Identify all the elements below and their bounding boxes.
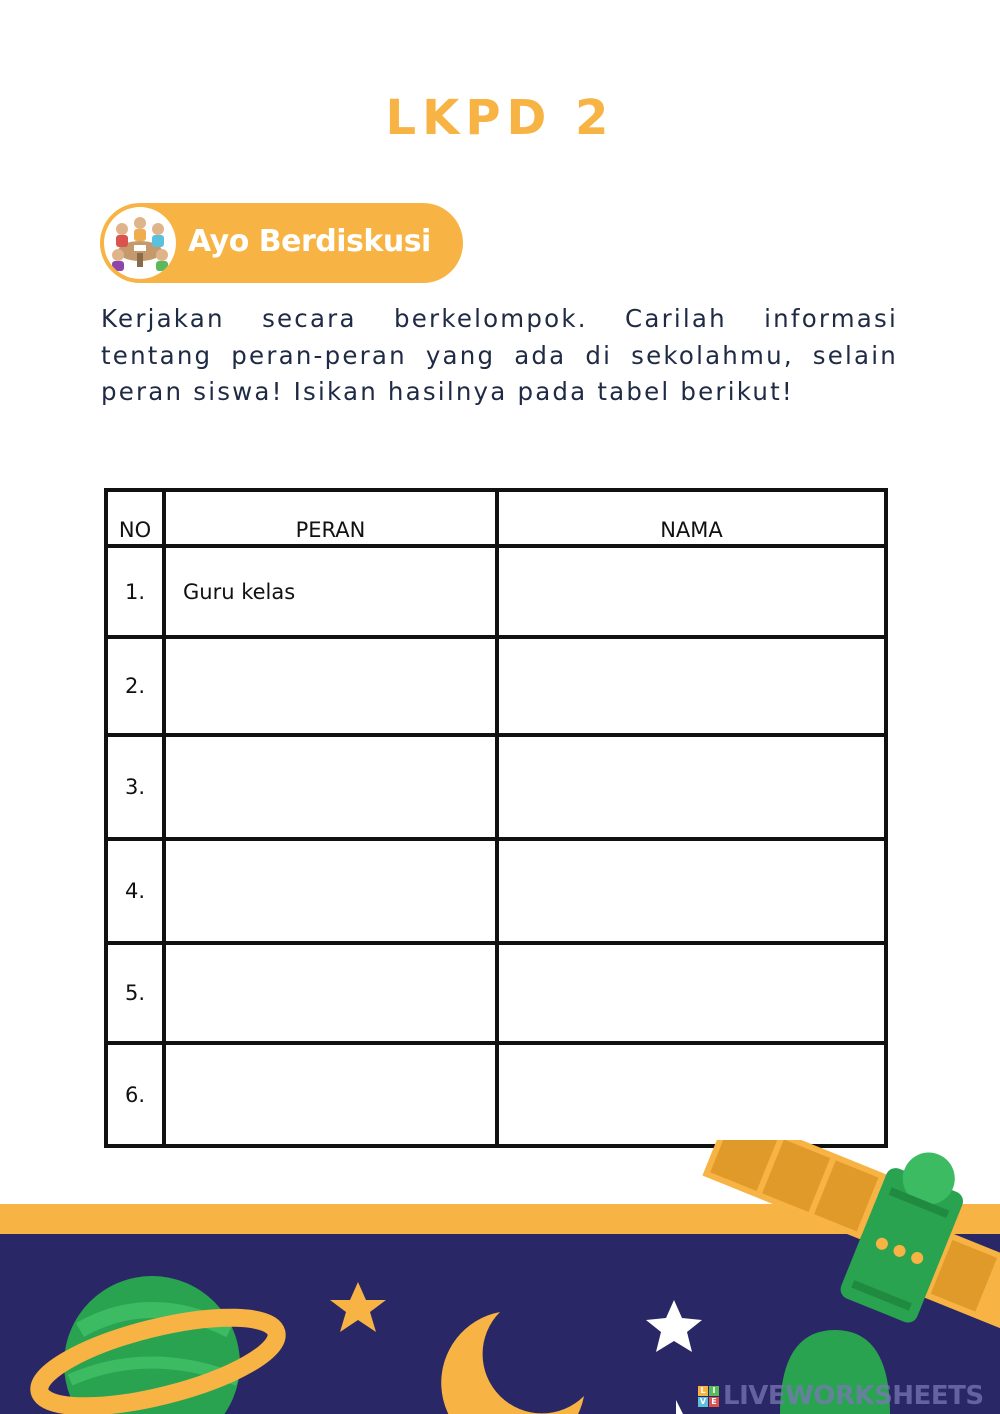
nama-cell[interactable] xyxy=(497,546,886,637)
liveworksheets-watermark xyxy=(698,1381,984,1411)
discussion-group-icon xyxy=(104,207,176,279)
roles-table-container xyxy=(104,488,888,1144)
header-no: NO xyxy=(106,490,164,546)
peran-cell[interactable] xyxy=(164,735,497,839)
nama-cell[interactable] xyxy=(497,943,886,1043)
header-nama: NAMA xyxy=(497,490,886,546)
watermark-text: LIVEWORKSHEETS xyxy=(723,1381,984,1411)
nama-cell[interactable] xyxy=(497,839,886,943)
peran-cell[interactable] xyxy=(164,839,497,943)
table-row xyxy=(106,1043,886,1146)
peran-cell[interactable] xyxy=(164,1043,497,1146)
nama-cell[interactable] xyxy=(497,1043,886,1146)
logo-letter: E xyxy=(709,1397,719,1407)
table-row xyxy=(106,546,886,637)
roles-table xyxy=(104,488,888,1148)
peran-cell[interactable] xyxy=(164,943,497,1043)
table-row xyxy=(106,839,886,943)
table-header-row xyxy=(106,490,886,546)
liveworksheets-logo-icon xyxy=(698,1386,719,1407)
space-footer-illustration xyxy=(0,1140,1000,1414)
activity-label: Ayo Berdiskusi xyxy=(188,224,431,259)
instructions-text: Kerjakan secara berkelompok. Carilah informasi tentang peran-peran yang ada di sekolahmu, selain peran siswa! Isikan hasilnya pada tabel berikut! xyxy=(101,304,898,406)
header-peran: PERAN xyxy=(164,490,497,546)
row-number: 5. xyxy=(106,943,164,1043)
logo-letter: L xyxy=(698,1386,708,1396)
logo-letter: V xyxy=(699,1396,707,1406)
nama-cell[interactable] xyxy=(497,637,886,735)
row-number: 1. xyxy=(106,546,164,637)
activity-badge xyxy=(100,203,463,283)
table-row xyxy=(106,637,886,735)
row-number: 2. xyxy=(106,637,164,735)
logo-letter: I xyxy=(709,1386,719,1396)
peran-cell[interactable]: Guru kelas xyxy=(164,546,497,637)
table-row xyxy=(106,943,886,1043)
table-row xyxy=(106,735,886,839)
nama-cell[interactable] xyxy=(497,735,886,839)
row-number: 4. xyxy=(106,839,164,943)
page-title: LKPD 2 xyxy=(385,90,615,146)
row-number: 3. xyxy=(106,735,164,839)
peran-cell[interactable] xyxy=(164,637,497,735)
row-number: 6. xyxy=(106,1043,164,1146)
